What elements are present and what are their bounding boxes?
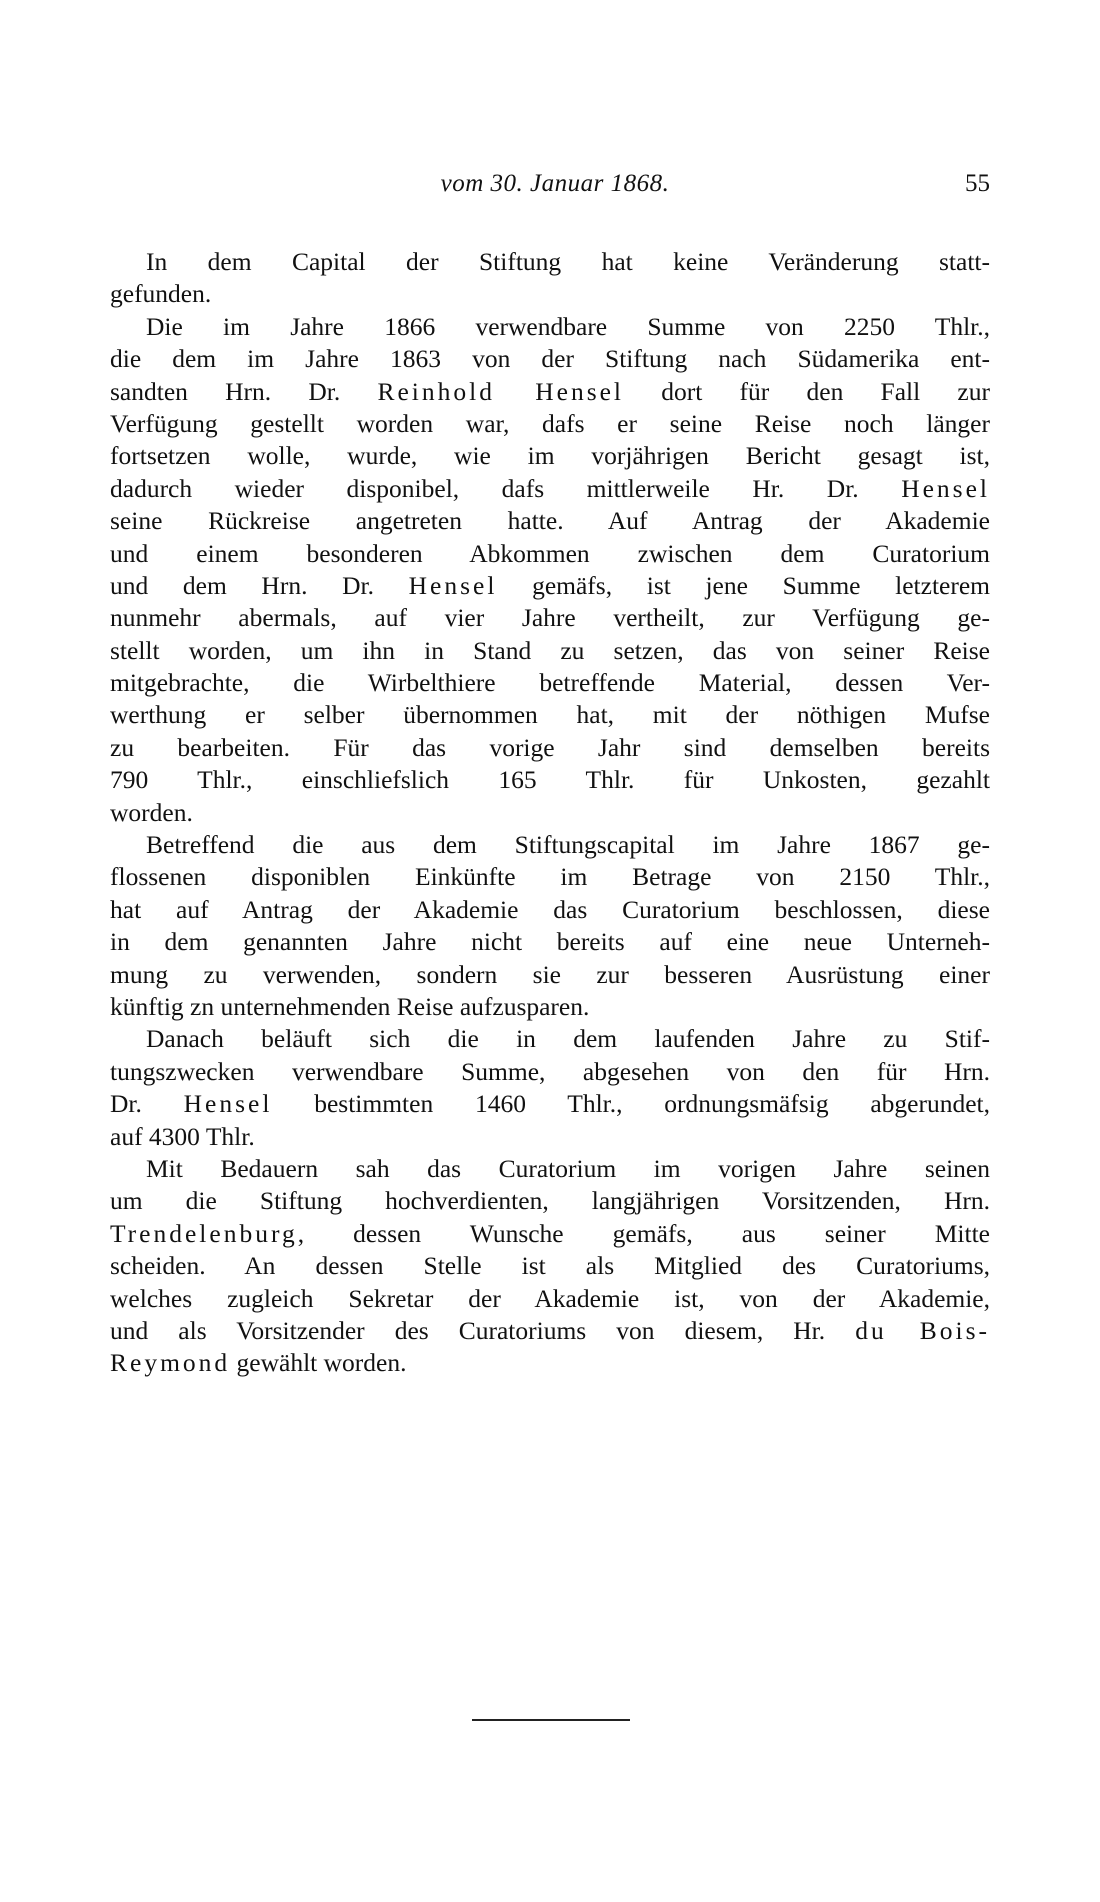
paragraph-available-sum <box>110 1023 990 1153</box>
text-line: in dem genannten Jahre nicht bereits auf eine neue Unterneh- <box>110 927 990 957</box>
text-line: auf 4300 Thlr. <box>110 1121 255 1151</box>
page-header <box>110 170 990 204</box>
paragraph-hensel-funds <box>110 311 990 829</box>
spaced-name: Hensel <box>183 1089 273 1119</box>
text-line: und dem Hrn. Dr. Hensel gemäfs, ist jene Summe letzterem <box>110 570 990 600</box>
text-line: zu bearbeiten. Für das vorige Jahr sind demselben bereits <box>110 732 990 762</box>
text-line: um die Stiftung hochverdienten, langjährigen Vorsitzenden, Hrn. <box>110 1186 990 1216</box>
text-line: welches zugleich Sekretar der Akademie ist, von der Akademie, <box>110 1283 990 1313</box>
spaced-name: du Bois- <box>855 1315 991 1345</box>
text-line: nunmehr abermals, auf vier Jahre vertheilt, zur Verfügung ge- <box>110 603 990 633</box>
text-line: mitgebrachte, die Wirbelthiere betreffende Material, dessen Ver- <box>110 668 990 698</box>
end-rule <box>472 1719 630 1721</box>
text-line: und einem besonderen Abkommen zwischen dem Curatorium <box>110 538 990 568</box>
text-line: tungszwecken verwendbare Summe, abgesehen von den für Hrn. <box>110 1056 990 1086</box>
text-line: fortsetzen wolle, wurde, wie im vorjährigen Bericht gesagt ist, <box>110 441 990 471</box>
text-line: dadurch wieder disponibel, dafs mittlerweile Hr. Dr. Hensel <box>110 473 990 503</box>
text-line: und als Vorsitzender des Curatoriums von diesem, Hr. du Bois- <box>110 1315 991 1345</box>
text-line: Dr. Hensel bestimmten 1460 Thlr., ordnungsmäfsig abgerundet, <box>110 1089 990 1119</box>
running-title: vom 30. Januar 1868. <box>440 170 670 197</box>
spaced-name: Trendelenburg <box>110 1218 298 1248</box>
spaced-name: Reinhold Hensel <box>377 376 625 406</box>
text-line: Die im Jahre 1866 verwendbare Summe von 2250 Thlr., <box>146 311 990 341</box>
text-line: sandten Hrn. Dr. Reinhold Hensel dort für den Fall zur <box>110 376 990 406</box>
text-line: scheiden. An dessen Stelle ist als Mitglied des Curatoriums, <box>110 1251 990 1281</box>
text-line: werthung er selber übernommen hat, mit der nöthigen Mufse <box>110 700 990 730</box>
text-line: mung zu verwenden, sondern sie zur besseren Ausrüstung einer <box>110 959 990 989</box>
body-text <box>110 246 990 1380</box>
text-line: gefunden. <box>110 279 212 309</box>
spaced-name: Hensel <box>408 570 498 600</box>
text-line: flossenen disponiblen Einkünfte im Betrage von 2150 Thlr., <box>110 862 990 892</box>
page-number: 55 <box>965 170 990 197</box>
text-line: Mit Bedauern sah das Curatorium im vorigen Jahre seinen <box>146 1153 990 1183</box>
text-line: Trendelenburg, dessen Wunsche gemäfs, aus seiner Mitte <box>110 1218 990 1248</box>
paragraph-chairman-change <box>110 1153 990 1380</box>
text-line: 790 Thlr., einschliefslich 165 Thlr. für Unkosten, gezahlt <box>110 765 990 795</box>
text-line: Betreffend die aus dem Stiftungscapital im Jahre 1867 ge- <box>146 830 990 860</box>
text-line: Reymond gewählt worden. <box>110 1348 407 1378</box>
text-line: künftig zn unternehmenden Reise aufzusparen. <box>110 991 590 1021</box>
paragraph-income-1867 <box>110 829 990 1023</box>
spaced-name: Hensel <box>901 473 990 503</box>
text-line: worden. <box>110 797 193 827</box>
text-line: In dem Capital der Stiftung hat keine Veränderung statt- <box>146 247 990 276</box>
text-line: die dem im Jahre 1863 von der Stiftung nach Südamerika ent- <box>110 344 990 374</box>
paragraph-capital <box>110 246 990 311</box>
text-line: Verfügung gestellt worden war, dafs er seine Reise noch länger <box>110 408 990 438</box>
spaced-name: Reymond <box>110 1348 231 1378</box>
text-line: Danach beläuft sich die in dem laufenden Jahre zu Stif- <box>146 1024 990 1054</box>
text-line: seine Rückreise angetreten hatte. Auf Antrag der Akademie <box>110 506 990 536</box>
text-line: stellt worden, um ihn in Stand zu setzen, das von seiner Reise <box>110 635 990 665</box>
text-line: hat auf Antrag der Akademie das Curatorium beschlossen, diese <box>110 894 990 924</box>
